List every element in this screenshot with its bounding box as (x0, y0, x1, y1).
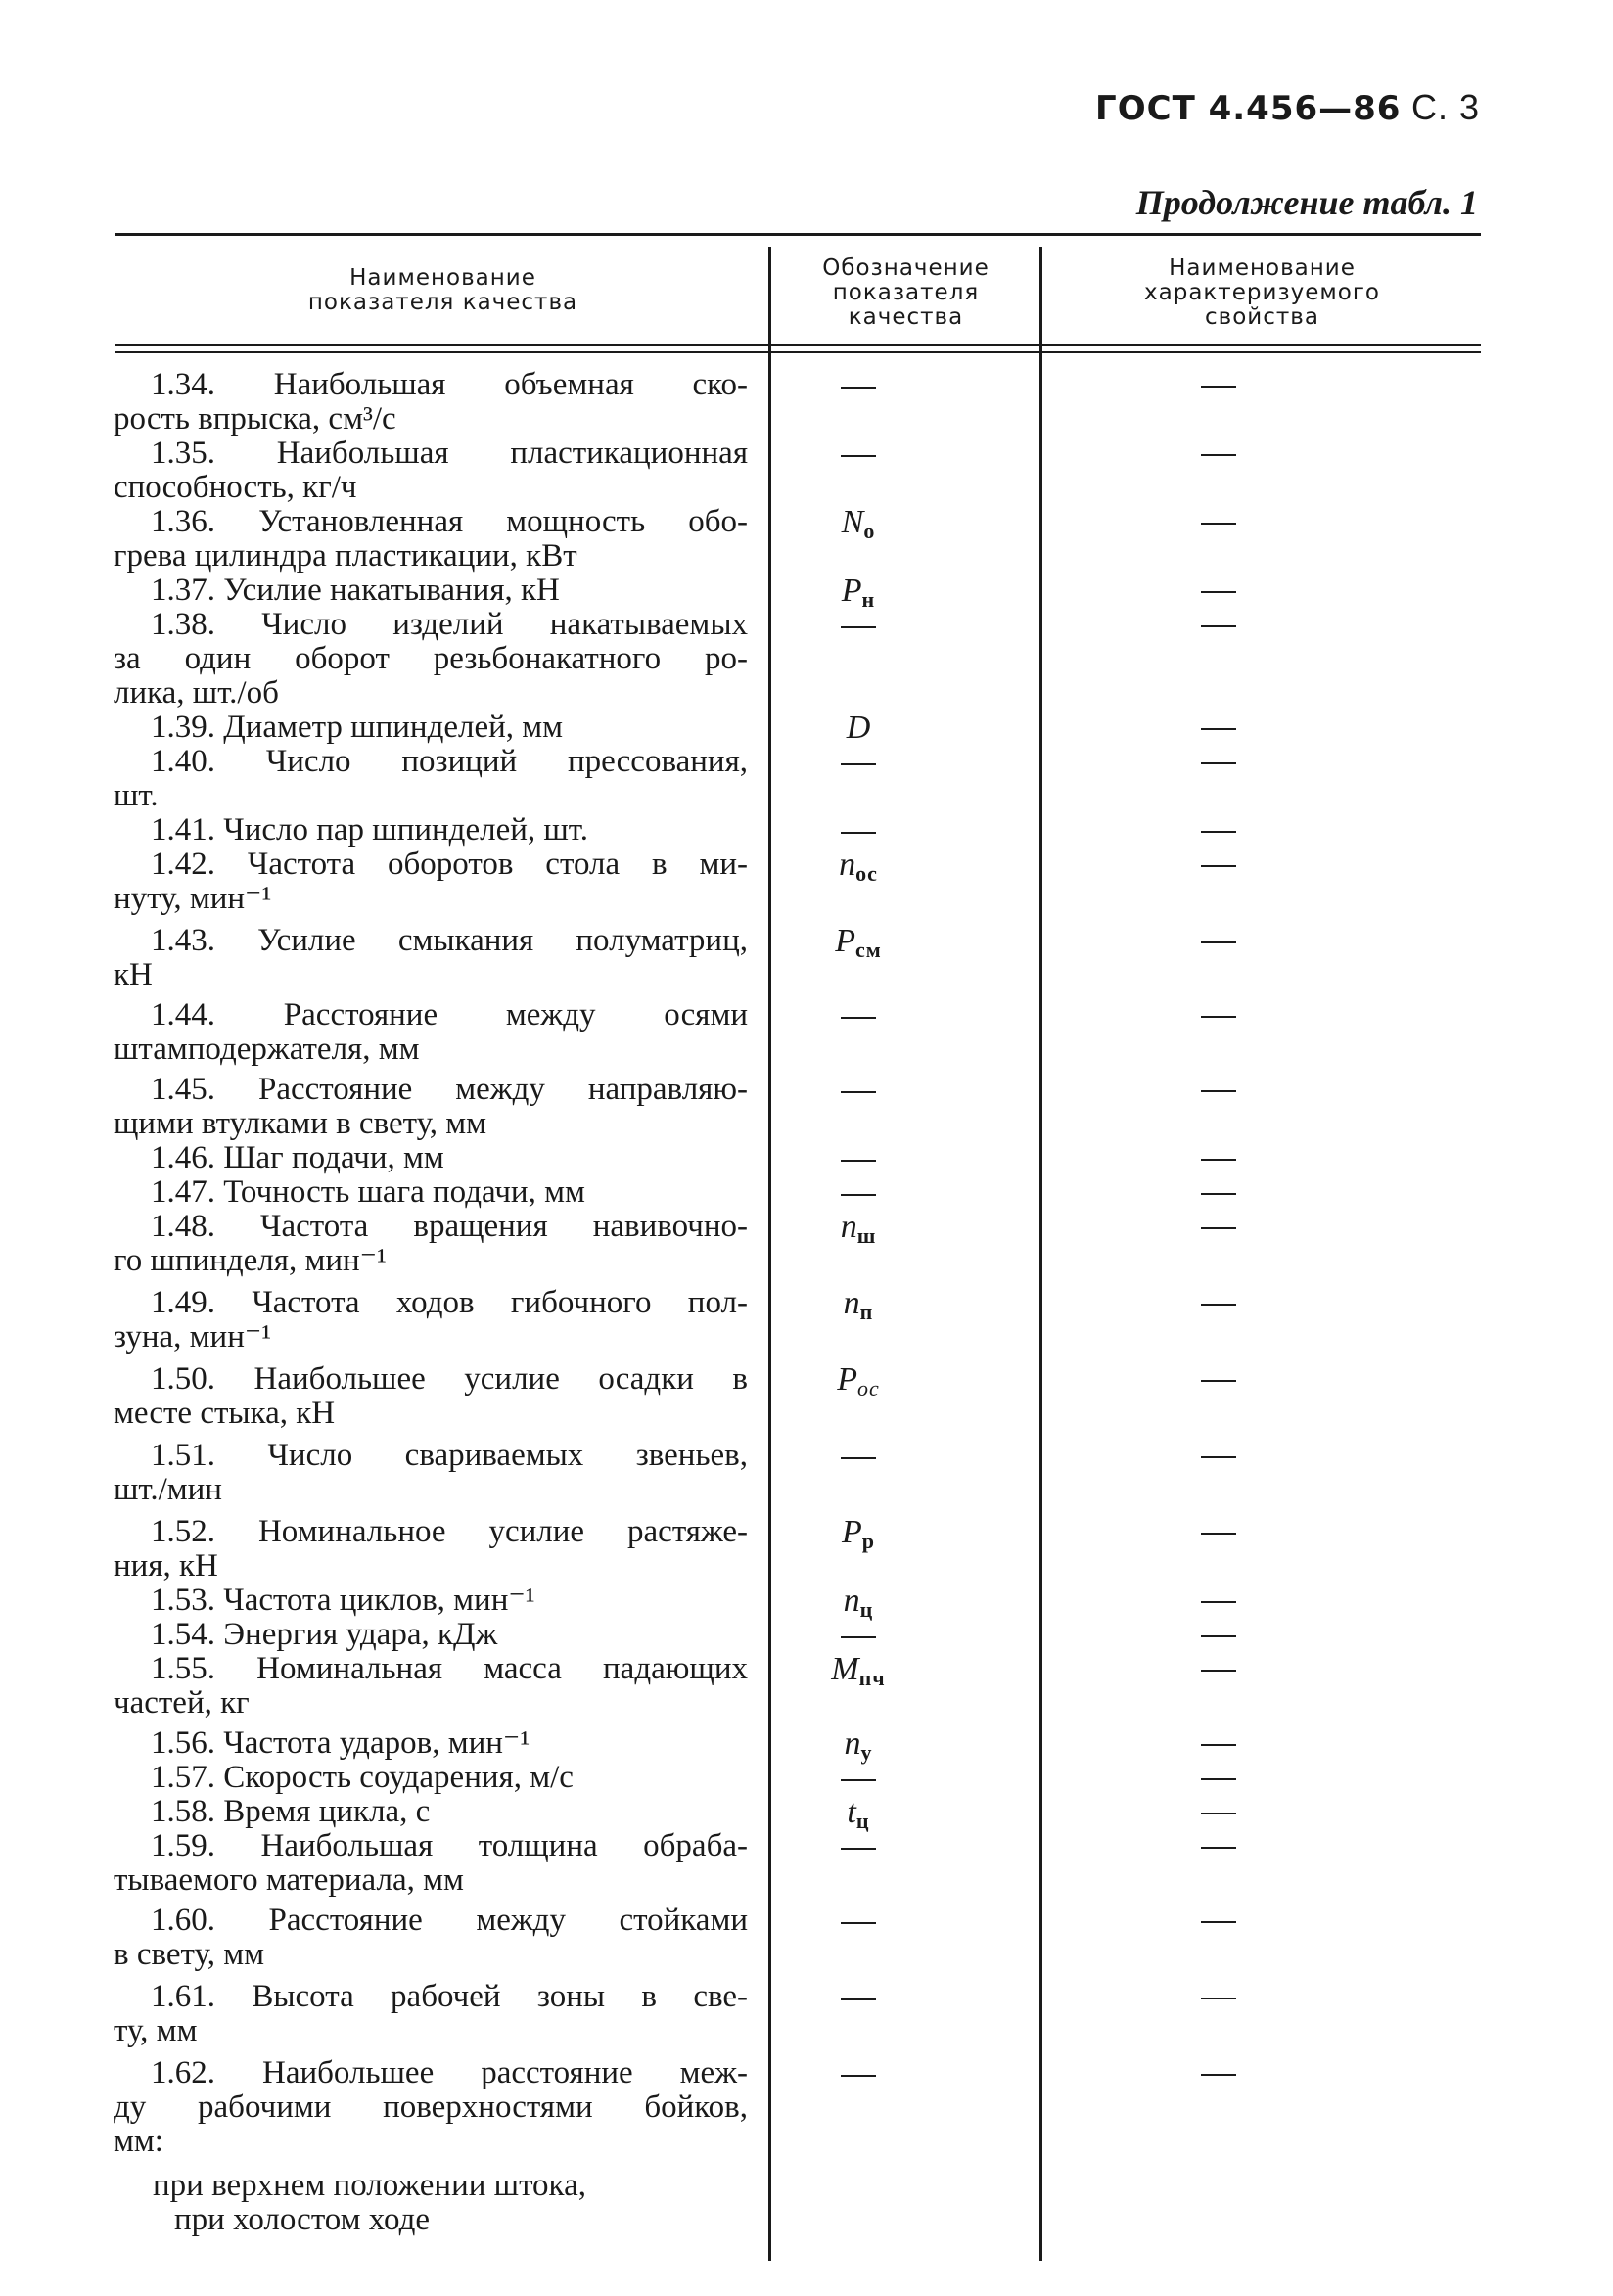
indicator-name-line: шт. (114, 778, 159, 813)
indicator-symbol (772, 924, 945, 967)
dash-mark (1201, 1016, 1236, 1018)
table-row (0, 1904, 1613, 1972)
indicator-name (114, 924, 748, 992)
indicator-name (114, 1904, 748, 1972)
indicator-name (114, 1175, 748, 1210)
indicator-name-line: 1.55. Номинальная масса падающих (151, 1651, 748, 1686)
indicator-name (114, 1141, 748, 1175)
dash-mark (1201, 1670, 1236, 1672)
column-header-property-line: свойства (1205, 304, 1319, 330)
table-row (0, 1618, 1613, 1652)
dash-mark (1201, 1456, 1236, 1458)
property-dash (1145, 1439, 1292, 1473)
table-row (0, 1829, 1613, 1898)
indicator-name-line: 1.60. Расстояние между стойками (151, 1903, 748, 1938)
dash-mark (1201, 1193, 1236, 1195)
indicator-name (114, 745, 748, 813)
table-row (0, 1362, 1613, 1431)
table-row (0, 1439, 1613, 1507)
indicator-name-line: ния, кН (114, 1548, 218, 1584)
indicator-name-line: 1.44. Расстояние между осями (151, 997, 748, 1033)
property-dash (1145, 745, 1292, 779)
indicator-name-line: го шпинделя, мин⁻¹ (114, 1243, 387, 1278)
dash-mark (1201, 1998, 1236, 1999)
dash-mark (841, 1091, 876, 1093)
dash-mark (1201, 1227, 1236, 1229)
symbol-base: M (831, 1651, 859, 1687)
indicator-name-line: зуна, мин⁻¹ (114, 1319, 272, 1355)
indicator-name-line: 1.58. Время цикла, с (151, 1794, 431, 1829)
indicator-symbol (772, 1980, 945, 2014)
symbol-base: n (843, 1583, 860, 1619)
indicator-name (114, 574, 748, 608)
standard-number: ГОСТ 4.456—86 (1095, 89, 1402, 128)
indicator-name-line: шт./мин (114, 1472, 222, 1507)
table-row (0, 1141, 1613, 1175)
table-row (0, 745, 1613, 813)
indicator-name (114, 1439, 748, 1507)
dash-mark (1201, 1159, 1236, 1161)
indicator-name-line: штамподержателя, мм (114, 1032, 420, 1067)
indicator-name-line: кН (114, 957, 153, 992)
symbol-base: n (840, 1209, 857, 1245)
column-header-name-line: Наименование (349, 265, 536, 291)
indicator-symbol (772, 608, 945, 642)
symbol-base: P (841, 573, 862, 609)
indicator-name-line: 1.39. Диаметр шпинделей, мм (151, 710, 564, 745)
table-row (0, 711, 1613, 745)
table-row (0, 573, 1613, 612)
table-row (0, 924, 1613, 992)
property-dash (1145, 1141, 1292, 1175)
dash-mark (841, 1922, 876, 1924)
table-row-notes (0, 2169, 1613, 2237)
indicator-name-line: 1.43. Усилие смыкания полуматриц, (151, 923, 748, 958)
indicator-symbol (772, 1761, 945, 1795)
dash-mark (1201, 523, 1236, 525)
dash-mark (1201, 625, 1236, 627)
property-dash (1145, 368, 1292, 402)
dash-mark (841, 1779, 876, 1781)
table-row (0, 1583, 1613, 1622)
indicator-name (114, 1795, 748, 1829)
indicator-name-line: месте стыка, кН (114, 1396, 336, 1431)
property-dash (1145, 1515, 1292, 1549)
indicator-symbol (772, 1618, 945, 1652)
dash-mark (1201, 454, 1236, 456)
indicator-symbol (772, 1073, 945, 1107)
note-line: при верхнем положении штока, (153, 2168, 586, 2203)
indicator-symbol (772, 711, 945, 745)
indicator-name-line: 1.50. Наибольшее усилие осадки в (151, 1361, 748, 1397)
indicator-name-line: 1.54. Энергия удара, кДж (151, 1617, 498, 1652)
indicator-symbol (772, 1439, 945, 1473)
indicator-name-line: 1.46. Шаг подачи, мм (151, 1140, 444, 1175)
indicator-name-line: 1.38. Число изделий накатываемых (151, 607, 748, 642)
symbol-subscript: р (861, 1529, 876, 1553)
dash-mark (1201, 1635, 1236, 1637)
indicator-symbol (772, 745, 945, 779)
indicator-name (114, 1515, 748, 1584)
column-header-name (117, 266, 768, 315)
column-header-property (1043, 256, 1481, 330)
dash-mark (841, 1848, 876, 1850)
property-dash (1145, 436, 1292, 471)
indicator-name (114, 1829, 748, 1898)
dash-mark (1201, 1921, 1236, 1923)
indicator-symbol (772, 436, 945, 471)
table-top-rule (115, 233, 1481, 236)
column-header-property-line: Наименование (1169, 255, 1356, 281)
property-dash (1145, 1210, 1292, 1244)
indicator-symbol (772, 1515, 945, 1558)
dash-mark (841, 455, 876, 457)
table-row (0, 2056, 1613, 2159)
indicator-name-line: 1.42. Частота оборотов стола в ми- (151, 847, 748, 882)
indicator-name-line: мм: (114, 2124, 163, 2159)
column-header-symbol-line: Обозначение (822, 255, 990, 281)
table-row (0, 1515, 1613, 1584)
symbol-subscript: ц (859, 1597, 874, 1622)
table-row (0, 848, 1613, 916)
dash-mark (841, 763, 876, 765)
dash-mark (1201, 1380, 1236, 1382)
symbol-base: D (846, 710, 871, 746)
indicator-name-line: тываемого материала, мм (114, 1862, 464, 1898)
indicator-name (114, 2056, 748, 2159)
indicator-name-line: способность, кг/ч (114, 470, 357, 505)
symbol-subscript: н (861, 587, 876, 612)
table-row (0, 608, 1613, 711)
dash-mark (1201, 1533, 1236, 1535)
dash-mark (1201, 941, 1236, 943)
dash-mark (1201, 1744, 1236, 1746)
dash-mark (1201, 1090, 1236, 1092)
indicator-name-line: лика, шт./об (114, 675, 279, 711)
indicator-name (114, 505, 748, 574)
symbol-subscript: у (860, 1740, 873, 1765)
indicator-name (114, 998, 748, 1067)
indicator-name-line: 1.62. Наибольшее расстояние меж- (151, 2055, 748, 2090)
table-row (0, 1286, 1613, 1355)
indicator-name-line: 1.61. Высота рабочей зоны в све- (151, 1979, 748, 2014)
dash-mark (1201, 1813, 1236, 1814)
note-line: при холостом ходе (174, 2202, 431, 2237)
table-row (0, 1073, 1613, 1141)
property-dash (1145, 1652, 1292, 1686)
property-dash (1145, 505, 1292, 539)
indicator-name-line: за один оборот резьбонакатного ро- (114, 641, 748, 676)
indicator-name (114, 1980, 748, 2048)
indicator-symbol (772, 1286, 945, 1329)
symbol-base: n (843, 1285, 860, 1321)
dash-mark (1201, 386, 1236, 388)
column-header-property-line: характеризуемого (1144, 280, 1380, 305)
indicator-name-line: 1.52. Номинальное усилие растяже- (151, 1514, 748, 1549)
dash-mark (1201, 2074, 1236, 2076)
symbol-subscript: ос (857, 1376, 880, 1401)
property-dash (1145, 1584, 1292, 1618)
indicator-name (114, 1073, 748, 1141)
symbol-base: P (841, 1514, 862, 1550)
property-dash (1145, 1073, 1292, 1107)
column-header-name-line: показателя качества (307, 290, 578, 315)
dash-mark (841, 832, 876, 834)
table-row (0, 813, 1613, 848)
indicator-name (114, 368, 748, 436)
symbol-subscript: п (859, 1300, 874, 1324)
indicator-name (114, 848, 748, 916)
dash-mark (841, 1017, 876, 1019)
indicator-name (114, 1618, 748, 1652)
property-dash (1145, 1829, 1292, 1863)
indicator-name-line: 1.57. Скорость соударения, м/с (151, 1760, 574, 1795)
dash-mark (841, 1457, 876, 1459)
table-row (0, 1210, 1613, 1278)
indicator-name-line: рость впрыска, см³/с (114, 401, 396, 436)
indicator-name (114, 608, 748, 711)
property-dash (1145, 1904, 1292, 1938)
indicator-name-line: 1.35. Наибольшая пластикационная (151, 436, 748, 471)
table-row (0, 1794, 1613, 1833)
property-dash (1145, 1980, 1292, 2014)
indicator-symbol (772, 368, 945, 402)
dash-mark (1201, 1601, 1236, 1603)
indicator-name (114, 1286, 748, 1355)
table-row (0, 1725, 1613, 1765)
property-dash (1145, 608, 1292, 642)
page-number: С. 3 (1410, 87, 1480, 127)
symbol-subscript: ос (855, 861, 878, 886)
header-bottom-rule-double (115, 351, 1481, 353)
indicator-name-line: 1.37. Усилие накатывания, кН (151, 573, 560, 608)
indicator-symbol (772, 848, 945, 891)
property-dash (1145, 998, 1292, 1033)
indicator-name-line: 1.48. Частота вращения навивочно- (151, 1209, 748, 1244)
table-continuation-label: Продолжение табл. 1 (1135, 183, 1478, 222)
indicator-symbol (772, 1362, 945, 1405)
symbol-subscript: ш (856, 1223, 877, 1248)
indicator-name-line: 1.53. Частота циклов, мин⁻¹ (151, 1583, 535, 1618)
dash-mark (841, 1194, 876, 1196)
indicator-name (114, 1726, 748, 1761)
table-row (0, 998, 1613, 1067)
column-header-symbol-line: качества (848, 304, 964, 330)
dash-mark (841, 2075, 876, 2077)
dash-mark (1201, 1304, 1236, 1306)
indicator-symbol (772, 505, 945, 548)
indicator-name-line: 1.56. Частота ударов, мин⁻¹ (151, 1725, 530, 1761)
indicator-symbol (772, 1210, 945, 1253)
indicator-symbol (772, 813, 945, 848)
indicator-name (114, 1362, 748, 1431)
table-body (0, 368, 1613, 2237)
property-dash (1145, 1795, 1292, 1829)
property-dash (1145, 1362, 1292, 1397)
symbol-base: N (841, 504, 864, 540)
symbol-subscript: о (863, 519, 876, 543)
indicator-name (114, 813, 748, 848)
indicator-symbol (772, 1829, 945, 1863)
indicator-name-line: грева цилиндра пластикации, кВт (114, 538, 577, 574)
dash-mark (841, 1636, 876, 1638)
indicator-name-line: 1.34. Наибольшая объемная ско- (151, 367, 748, 402)
page-header (1095, 86, 1480, 129)
indicator-name (114, 1652, 748, 1721)
dash-mark (841, 1998, 876, 2000)
indicator-name-line: 1.40. Число позиций прессования, (151, 744, 748, 779)
indicator-name-line: 1.59. Наибольшая толщина обраба- (151, 1828, 748, 1863)
indicator-name (114, 1761, 748, 1795)
indicator-symbol (772, 1175, 945, 1210)
indicator-name (114, 436, 748, 505)
indicator-symbol (772, 1904, 945, 1938)
table-row (0, 1761, 1613, 1795)
symbol-base: t (847, 1794, 856, 1830)
dash-mark (1201, 831, 1236, 833)
dash-mark (1201, 762, 1236, 764)
dash-mark (841, 626, 876, 628)
indicator-name-line: ту, мм (114, 2013, 198, 2048)
symbol-base: n (844, 1725, 861, 1762)
table-row (0, 368, 1613, 436)
symbol-base: P (835, 923, 856, 959)
table-row (0, 1652, 1613, 1721)
indicator-name (114, 711, 748, 745)
column-header-symbol (772, 256, 1039, 330)
indicator-name-line: 1.49. Частота ходов гибочного пол- (151, 1285, 748, 1320)
dash-mark (841, 387, 876, 389)
indicator-name-line: 1.41. Число пар шпинделей, шт. (151, 812, 588, 848)
indicator-name-line: ду рабочими поверхностями бойков, (114, 2089, 748, 2125)
indicator-name-line: нуту, мин⁻¹ (114, 881, 272, 916)
dash-mark (1201, 1847, 1236, 1849)
indicator-symbol (772, 2056, 945, 2090)
symbol-subscript: пч (858, 1666, 886, 1690)
property-dash (1145, 574, 1292, 608)
indicator-name-line: 1.51. Число свариваемых звеньев, (151, 1438, 748, 1473)
indicator-name-line: 1.47. Точность шага подачи, мм (151, 1174, 585, 1210)
indicator-symbol (772, 1141, 945, 1175)
symbol-subscript: см (855, 938, 882, 962)
property-dash (1145, 1618, 1292, 1652)
table-row (0, 1980, 1613, 2048)
indicator-name-line: частей, кг (114, 1685, 250, 1721)
symbol-subscript: ц (855, 1809, 870, 1833)
property-dash (1145, 2056, 1292, 2090)
property-dash (1145, 813, 1292, 848)
indicator-symbol (772, 1652, 945, 1695)
dash-mark (1201, 728, 1236, 730)
indicator-name-line: щими втулками в свету, мм (114, 1106, 487, 1141)
dash-mark (1201, 1778, 1236, 1780)
table-row (0, 436, 1613, 505)
table-row (0, 1175, 1613, 1210)
property-dash (1145, 1761, 1292, 1795)
header-bottom-rule (115, 344, 1481, 346)
dash-mark (1201, 591, 1236, 593)
property-dash (1145, 1286, 1292, 1320)
dash-mark (1201, 865, 1236, 867)
property-dash (1145, 848, 1292, 882)
indicator-notes (114, 2169, 748, 2237)
property-dash (1145, 1726, 1292, 1761)
indicator-symbol (772, 998, 945, 1033)
indicator-name-line: в свету, мм (114, 1937, 264, 1972)
indicator-name (114, 1210, 748, 1278)
dash-mark (841, 1160, 876, 1162)
indicator-name (114, 1584, 748, 1618)
symbol-base: P (837, 1361, 857, 1398)
column-header-symbol-line: показателя (832, 280, 980, 305)
property-dash (1145, 711, 1292, 745)
indicator-name-line: 1.45. Расстояние между направляю- (151, 1072, 748, 1107)
property-dash (1145, 1175, 1292, 1210)
indicator-name-line: 1.36. Установленная мощность обо- (151, 504, 748, 539)
table-row (0, 505, 1613, 574)
property-dash (1145, 924, 1292, 958)
symbol-base: n (839, 847, 856, 883)
